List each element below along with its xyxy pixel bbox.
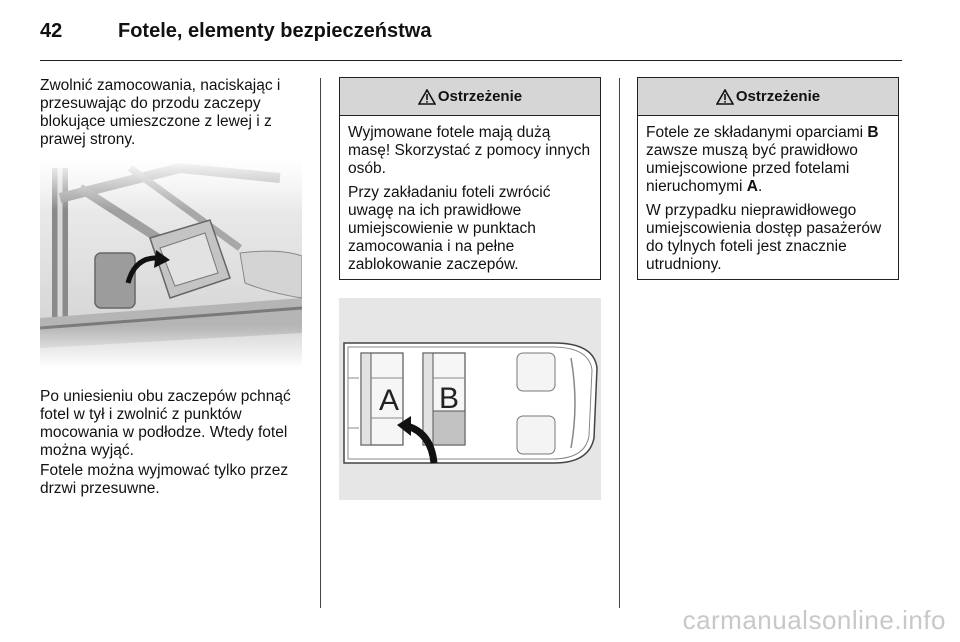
warning-title: Ostrzeżenie [735,88,821,105]
page-number: 42 [40,20,63,42]
warning-header [340,78,600,116]
warning-title: Ostrzeżenie [437,88,523,105]
seat-ref-a: A [746,178,758,195]
instruction-paragraph-3: Fotele można wyjmować tylko przez drzwi przesuwne. [40,462,289,497]
warning-box-1 [339,77,601,280]
van-seat-diagram [339,298,601,500]
warning-triangle-icon [418,89,436,105]
instruction-paragraph-2: Po uniesieniu obu zaczepów pchnąć fotel w tył i zwolnić z punktów mocowania w podłodze. Wtedy fotel można wyjąć. [40,388,291,459]
column-divider-left [320,78,321,608]
watermark: carmanualsonline.info [682,605,946,635]
page-title: Fotele, elementy bezpieczeństwa [118,20,432,42]
header-rule [40,60,902,61]
warning-text: . [757,178,763,195]
page-header [40,20,431,50]
warning-header [638,78,898,116]
warning-text: Fotele ze składanymi oparciami [646,124,868,141]
column-divider-right [619,78,620,608]
warning-paragraph-2: W przypadku nieprawidłowego umiejscowienia dostęp pasażerów do tylnych foteli jest znacznie utrudniony. [646,202,882,273]
warning-paragraph-2: Przy zakładaniu foteli zwrócić uwagę na ich prawidłowe umiejscowienie w punktach zamocowania i na pełne zablokowanie zaczepów. [348,184,551,273]
van-top-view [339,298,601,500]
warning-triangle-icon [716,89,734,105]
seat-latch-photo [40,158,302,368]
seat-label-b: B [438,382,460,415]
seat-label-a: A [378,384,400,417]
warning-box-2 [637,77,899,280]
seat-latch-illustration [40,158,302,368]
warning-paragraph-1: Wyjmowane fotele mają dużą masę! Skorzystać z pomocy innych osób. [348,124,591,177]
instruction-paragraph-1: Zwolnić zamocowania, naciskając i przesuwając do przodu zaczepy blokujące umieszczone z lewej i z prawej strony. [40,77,281,148]
warning-text: zawsze muszą być prawidłowo umiejscowione przed fotelami nieruchomymi [646,142,858,195]
seat-ref-b: B [867,124,879,141]
warning-paragraph-1 [646,124,890,196]
warning-body [340,116,600,274]
warning-body [638,116,898,274]
